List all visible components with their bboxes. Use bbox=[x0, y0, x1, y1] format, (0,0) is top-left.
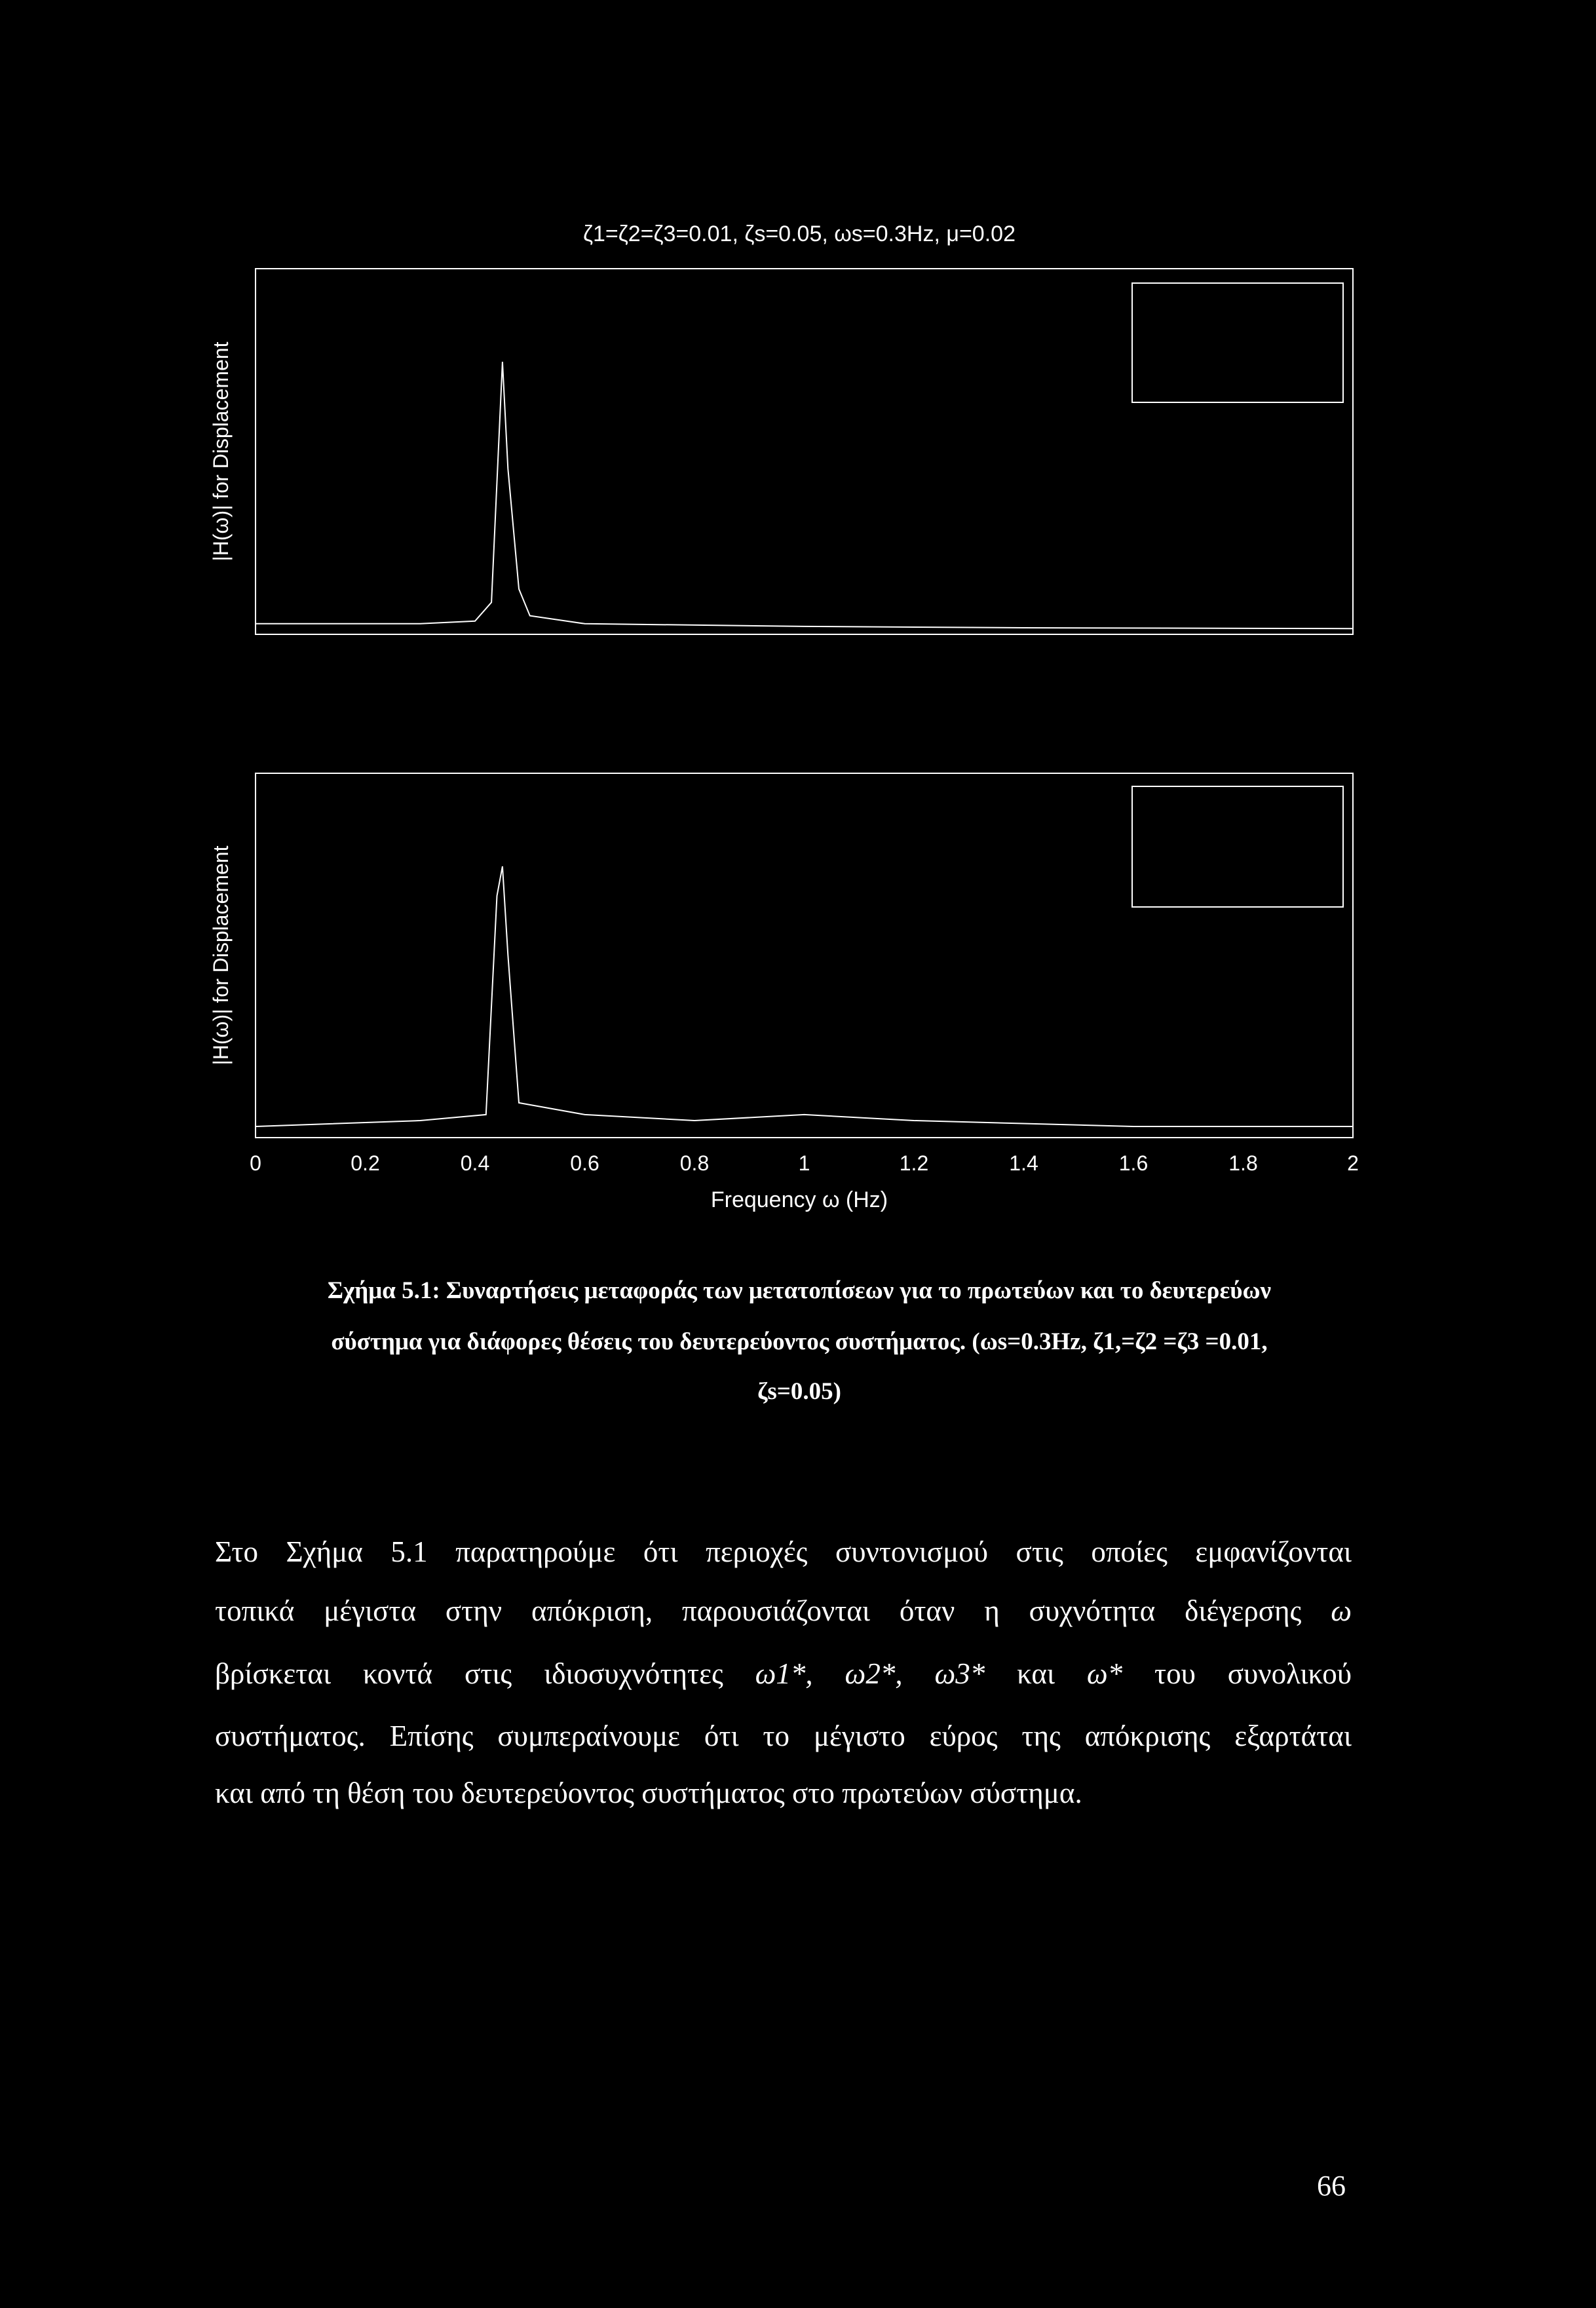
x-tick-label: 1.4 bbox=[1009, 1151, 1038, 1175]
caption-line-1: Σχήμα 5.1: Συναρτήσεις μεταφοράς των μετατοπίσεων για το πρωτεύων και το δευτερεύων bbox=[327, 1277, 1272, 1304]
paragraph-line-2-text: τοπικά μέγιστα στην απόκριση, παρουσιάζονται όταν η συχνότητα διέγερσης bbox=[215, 1594, 1302, 1627]
top-plot-ylabel: |H(ω)| for Displacement bbox=[209, 341, 233, 562]
x-tick-label: 0.4 bbox=[460, 1151, 490, 1175]
bottom-plot-ylabel: |H(ω)| for Displacement bbox=[209, 845, 233, 1066]
x-tick-label: 0.8 bbox=[679, 1151, 710, 1175]
bottom-plot bbox=[209, 773, 1359, 1175]
bottom-plot-frame bbox=[256, 773, 1353, 1138]
paragraph-line-1: Στο Σχήμα 5.1 παρατηρούμε ότι περιοχές συντονισμού στις οποίες εμφανίζονται bbox=[215, 1535, 1352, 1568]
x-tick-label: 0.2 bbox=[351, 1151, 380, 1175]
series-line-2-1 bbox=[256, 866, 1353, 1126]
x-tick-labels bbox=[250, 1151, 1359, 1175]
x-axis-label: Frequency ω (Hz) bbox=[710, 1187, 888, 1212]
page-number: 66 bbox=[1317, 2170, 1346, 2202]
caption-line-2: σύστημα για διάφορες θέσεις του δευτερεύοντος συστήματος. (ωs=0.3Hz, ζ1,=ζ2 =ζ3 =0.01, bbox=[331, 1328, 1268, 1355]
x-tick-label: 2 bbox=[1347, 1151, 1359, 1175]
x-tick-label: 1 bbox=[798, 1151, 810, 1175]
omega-symbol: ω bbox=[1331, 1594, 1352, 1627]
top-plot-legend-box bbox=[1132, 283, 1343, 402]
paragraph-line-3 bbox=[215, 1658, 1352, 1689]
paragraph-line-3-and: και bbox=[1017, 1657, 1055, 1690]
x-tick-label: 1.6 bbox=[1118, 1151, 1149, 1175]
x-tick-label: 0 bbox=[250, 1151, 261, 1175]
paragraph-line-5: και από τη θέση του δευτερεύοντος συστήματος στο πρωτεύων σύστημα. bbox=[215, 1777, 1082, 1809]
paragraph-line-4: συστήματος. Επίσης συμπεραίνουμε ότι το μέγιστο εύρος της απόκρισης εξαρτάται bbox=[215, 1720, 1352, 1752]
paragraph-line-3-end: του συνολικού bbox=[1154, 1657, 1352, 1690]
top-plot bbox=[209, 269, 1353, 634]
omega-1-star: ω1*, bbox=[755, 1657, 813, 1690]
bottom-plot-series bbox=[256, 866, 1353, 1126]
x-tick-label: 0.6 bbox=[570, 1151, 599, 1175]
caption-line-3: ζs=0.05) bbox=[757, 1378, 841, 1405]
top-plot-frame bbox=[256, 269, 1353, 634]
x-tick-label: 1.8 bbox=[1228, 1151, 1258, 1175]
bottom-plot-legend-box bbox=[1132, 786, 1343, 907]
x-tick-label: 1.2 bbox=[899, 1151, 929, 1175]
omega-star: ω* bbox=[1086, 1657, 1123, 1690]
paragraph-line-3-start: βρίσκεται κοντά στις ιδιοσυχνότητες bbox=[215, 1657, 723, 1690]
omega-3-star: ω3* bbox=[934, 1657, 985, 1690]
paragraph-line-2 bbox=[215, 1595, 1352, 1626]
figure-title: ζ1=ζ2=ζ3=0.01, ζs=0.05, ωs=0.3Hz, μ=0.02 bbox=[583, 221, 1016, 246]
omega-2-star: ω2*, bbox=[845, 1657, 903, 1690]
